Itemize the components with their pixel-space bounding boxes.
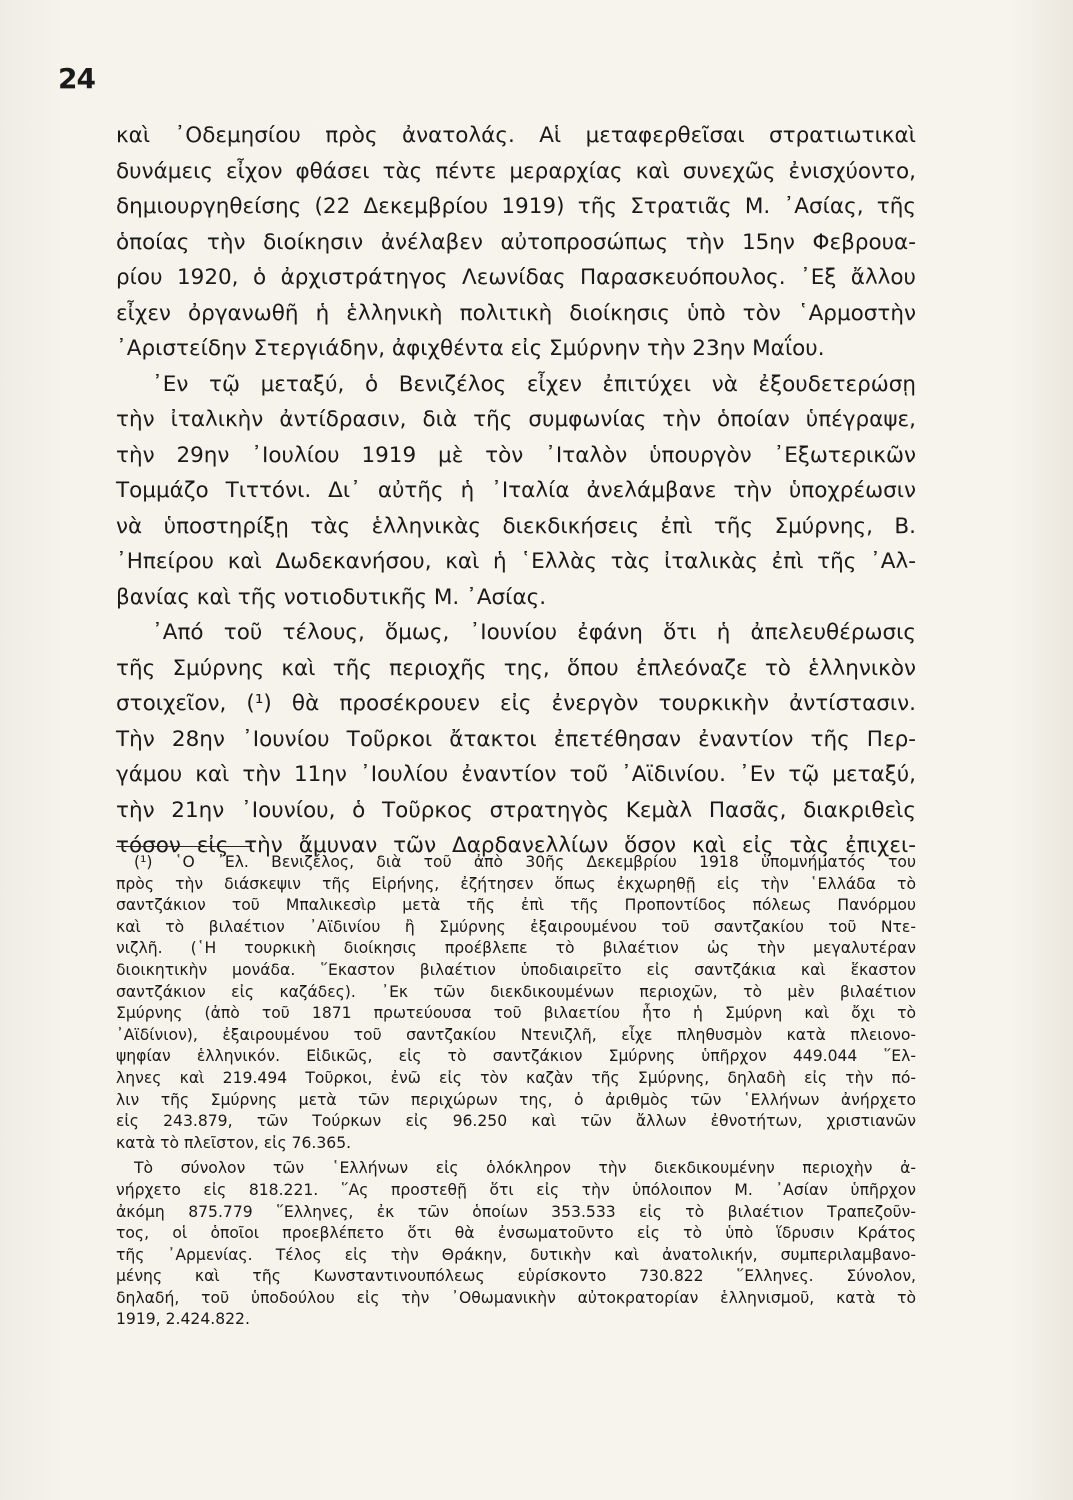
text-line: τῆς Σμύρνης καὶ τῆς περιοχῆς της, ὅπου ἐπλεόναζε τὸ ἑλληνικὸν	[116, 655, 916, 681]
footnote-line: νήρχετο εἰς 818.221. ῞Ας προστεθῇ ὅτι εἰς τὴν ὑπόλοιπον Μ. ᾿Ασίαν ὑπῆρχον	[116, 1180, 916, 1199]
footnote-line: καὶ τὸ βιλαέτιον ᾿Αϊδινίου ἢ Σμύρνης ἐξαιρουμένου τοῦ σαντζακίου τοῦ Ντε-	[116, 917, 916, 936]
text-line: δυνάμεις εἶχον φθάσει τὰς πέντε μεραρχίας καὶ συνεχῶς ἐνισχύοντο,	[116, 158, 916, 184]
paragraph-3	[116, 615, 916, 864]
text-line: τὴν 29ην ᾿Ιουλίου 1919 μὲ τὸν ᾿Ιταλὸν ὑπουργὸν ᾿Εξωτερικῶν	[116, 442, 916, 468]
footnote-line: πρὸς τὴν διάσκεψιν τῆς Εἰρήνης, ἐζήτησεν ὅπως ἐκχωρηθῇ εἰς τὴν ῾Ελλάδα τὸ	[116, 874, 916, 893]
footnote-line: ᾿Αϊδίνιον), ἐξαιρουμένου τοῦ σαντζακίου Ντενιζλῆ, εἶχε πληθυσμὸν κατὰ πλειονο-	[116, 1025, 916, 1044]
text-line: καὶ ᾿Οδεμησίου πρὸς ἀνατολάς. Αἱ μεταφερθεῖσαι στρατιωτικαὶ	[116, 123, 916, 148]
main-text	[116, 118, 916, 864]
footnote-separator	[116, 846, 252, 847]
text-line: τὴν ἰταλικὴν ἀντίδρασιν, διὰ τῆς συμφωνίας τὴν ὁποίαν ὑπέγραψε,	[116, 407, 916, 432]
text-line: βανίας καὶ τῆς νοτιοδυτικῆς Μ. ᾿Ασίας.	[116, 584, 547, 610]
text-line: γάμου καὶ τὴν 11ην ᾿Ιουλίου ἐναντίον τοῦ ᾿Αϊδινίου. ᾿Εν τῷ μεταξύ,	[116, 762, 916, 787]
footnote-1-continued	[116, 1158, 916, 1331]
footnotes	[116, 852, 916, 1331]
paragraph-2	[116, 367, 916, 616]
footnote-line: Σμύρνης (ἀπὸ τοῦ 1871 πρωτεύουσα τοῦ βιλαετίου ἦτο ἡ Σμύρνη καὶ ὄχι τὸ	[116, 1004, 916, 1023]
footnote-line: κατὰ τὸ πλεῖστον, εἰς 76.365.	[116, 1133, 352, 1152]
text-line: τὴν 21ην ᾿Ιουνίου, ὁ Τοῦρκος στρατηγὸς Κεμὰλ Πασᾶς, διακριθεὶς	[116, 797, 916, 823]
text-line: Τομμάζο Τιττόνι. Δι᾿ αὐτῆς ἡ ᾿Ιταλία ἀνελάμβανε τὴν ὑποχρέωσιν	[116, 478, 916, 503]
footnote-line: Τὸ σύνολον τῶν ῾Ελλήνων εἰς ὁλόκληρον τὴν διεκδικουμένην περιοχὴν ἀ-	[134, 1159, 916, 1178]
text-line: εἶχεν ὀργανωθῆ ἡ ἑλληνικὴ πολιτικὴ διοίκησις ὑπὸ τὸν ῾Αρμοστὴν	[116, 300, 916, 326]
footnote-line: (¹) ῾Ο ᾿Ελ. Βενιζέλος, διὰ τοῦ ἀπὸ 30ῆς Δεκεμβρίου 1918 ὑπομνήματός του	[134, 853, 916, 871]
footnote-line: 1919, 2.424.822.	[116, 1310, 250, 1329]
footnote-line: τῆς ᾿Αρμενίας. Τέλος εἰς τὴν Θράκην, δυτικὴν καὶ ἀνατολικήν, συμπεριλαμβανο-	[116, 1245, 916, 1264]
footnote-1	[116, 852, 916, 1154]
footnote-line: δηλαδή, τοῦ ὑποδούλου εἰς τὴν ᾿Οθωμανικὴν αὐτοκρατορίαν ἑλληνισμοῦ, κατὰ τὸ	[116, 1288, 916, 1307]
footnote-line: ληνες καὶ 219.494 Τοῦρκοι, ἐνῶ εἰς τὸν καζὰν τῆς Σμύρνης, δηλαδὴ εἰς τὴν πό-	[116, 1068, 916, 1087]
footnote-line: ψηφίαν ἑλληνικόν. Εἰδικῶς, εἰς τὸ σαντζάκιον Σμύρνης ὑπῆρχον 449.044 ῞Ελ-	[116, 1047, 916, 1066]
text-line: ᾿Ηπείρου καὶ Δωδεκανήσου, καὶ ἡ ῾Ελλὰς τὰς ἰταλικὰς ἐπὶ τῆς ᾿Αλ-	[116, 549, 916, 574]
footnote-line: σαντζάκιον εἰς καζάδες). ᾿Εκ τῶν διεκδικουμένων περιοχῶν, τὸ μὲν βιλαέτιον	[116, 982, 916, 1001]
footnote-line: εἰς 243.879, τῶν Τούρκων εἰς 96.250 καὶ τῶν ἄλλων ἐθνοτήτων, χριστιανῶν	[116, 1112, 916, 1131]
text-line: στοιχεῖον, (¹) θὰ προσέκρουεν εἰς ἐνεργὸν τουρκικὴν ἀντίστασιν.	[116, 691, 916, 716]
text-line: δημιουργηθείσης (22 Δεκεμβρίου 1919) τῆς Στρατιᾶς Μ. ᾿Ασίας, τῆς	[116, 194, 916, 219]
footnote-line: τος, οἱ ὁποῖοι προεβλέπετο ὅτι θὰ ἐνσωματοῦντο εἰς τὸ ὑπὸ ἵδρυσιν Κράτος	[116, 1224, 916, 1243]
text-line: Τὴν 28ην ᾿Ιουνίου Τοῦρκοι ἄτακτοι ἐπετέθησαν ἐναντίον τῆς Περ-	[116, 726, 916, 752]
page-number: 24	[58, 62, 95, 95]
footnote-line: νιζλῆ. (῾Η τουρκικὴ διοίκησις προέβλεπε τὸ βιλαέτιον ὡς τὴν μεγαλυτέραν	[116, 939, 916, 958]
text-line: νὰ ὑποστηρίξῃ τὰς ἑλληνικὰς διεκδικήσεις ἐπὶ τῆς Σμύρνης, Β.	[116, 513, 916, 539]
text-line: ρίου 1920, ὁ ἀρχιστράτηγος Λεωνίδας Παρασκευόπουλος. ᾿Εξ ἄλλου	[116, 265, 916, 290]
footnote-line: σαντζάκιον τοῦ Μπαλικεσὶρ μετὰ τῆς ἐπὶ τῆς Προποντίδος πόλεως Πανόρμου	[116, 896, 916, 915]
text-line: ᾿Εν τῷ μεταξύ, ὁ Βενιζέλος εἶχεν ἐπιτύχει νὰ ἐξουδετερώσῃ	[152, 371, 916, 397]
footnote-line: διοικητικὴν μονάδα. ῞Εκαστον βιλαέτιον ὑποδιαιρεῖτο εἰς σαντζάκια καὶ ἕκαστον	[116, 960, 916, 979]
footnote-line: μένης καὶ τῆς Κωνσταντινουπόλεως εὑρίσκοντο 730.822 ῞Ελληνες. Σύνολον,	[116, 1267, 916, 1286]
text-line: ᾿Από τοῦ τέλους, ὅμως, ᾿Ιουνίου ἐφάνη ὅτι ἡ ἀπελευθέρωσις	[152, 620, 916, 645]
footnote-line: ἀκόμη 875.779 ῞Ελληνες, ἐκ τῶν ὁποίων 353.533 εἰς τὸ βιλαέτιον Τραπεζοῦν-	[116, 1202, 916, 1221]
text-line: τόσον εἰς τὴν ἄμυναν τῶν Δαρδανελλίων ὅσον καὶ εἰς τὰς ἐπιχει-	[116, 833, 916, 858]
text-line: ὁποίας τὴν διοίκησιν ἀνέλαβεν αὐτοπροσώπως τὴν 15ην Φεβρουα-	[116, 229, 916, 255]
paragraph-1	[116, 118, 916, 367]
text-line: ᾿Αριστείδην Στεργιάδην, ἀφιχθέντα εἰς Σμύρνην τὴν 23ην Μαΐου.	[116, 336, 825, 361]
footnote-line: λιν τῆς Σμύρνης μετὰ τῶν περιχώρων της, ὁ ἀριθμὸς τῶν ῾Ελλήνων ἀνήρχετο	[116, 1090, 916, 1109]
